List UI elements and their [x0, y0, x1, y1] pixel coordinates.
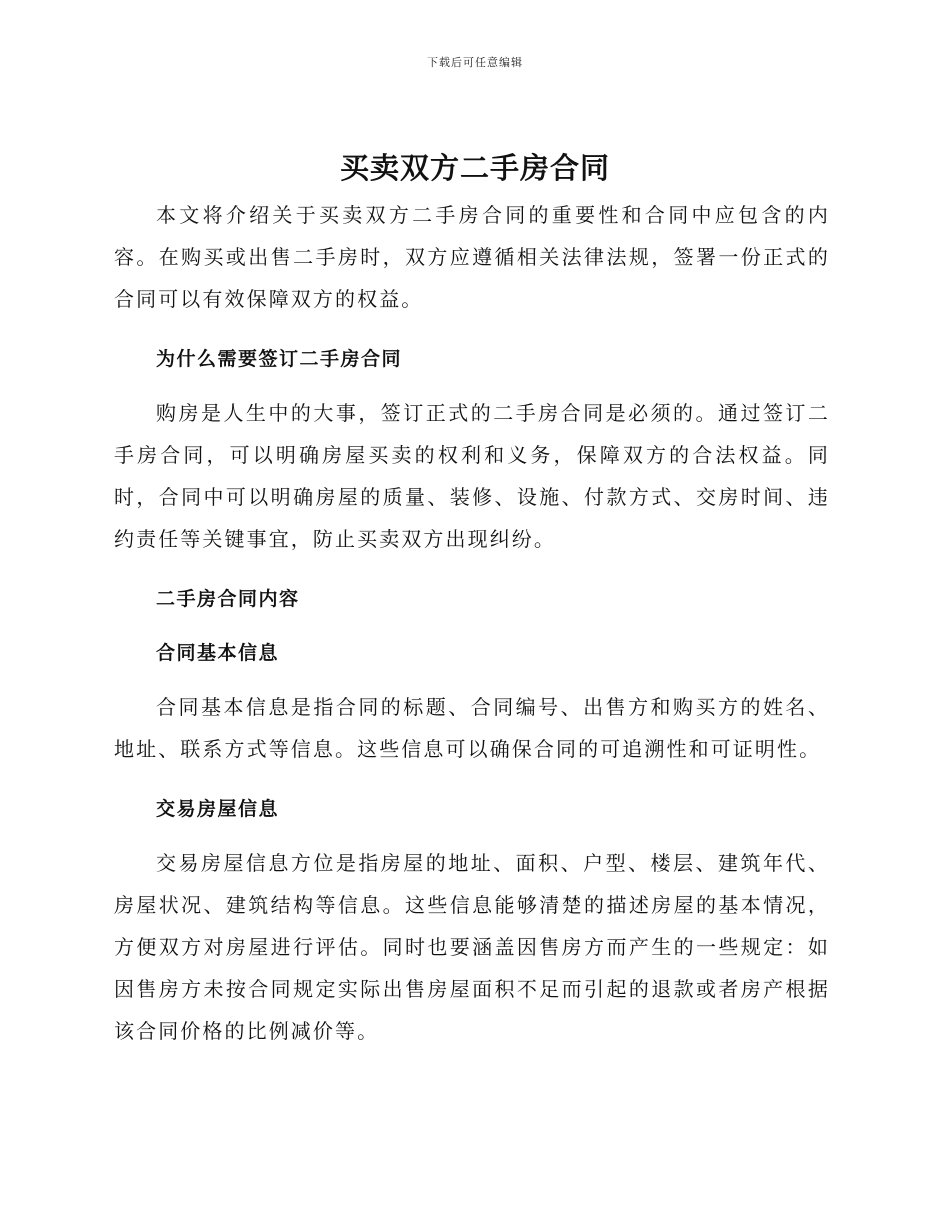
basic-info-paragraph: 合同基本信息是指合同的标题、合同编号、出售方和购买方的姓名、地址、联系方式等信息。这些信息可以确保合同的可追溯性和可证明性。: [114, 695, 830, 761]
document-title: 买卖双方二手房合同: [339, 151, 610, 185]
heading-contract-content: 二手房合同内容: [156, 588, 300, 610]
heading-house-info: 交易房屋信息: [156, 798, 280, 820]
document-body: [114, 194, 830, 1052]
header-note: 下载后可任意编辑: [427, 56, 523, 69]
heading-why-sign: 为什么需要签订二手房合同: [156, 348, 403, 370]
house-info-paragraph: 交易房屋信息方位是指房屋的地址、面积、户型、楼层、建筑年代、房屋状况、建筑结构等信息。这些信息能够清楚的描述房屋的基本情况，方便双方对房屋进行评估。同时也要涵盖因售房方而产生的一些规定：如因售房方未按合同规定实际出售房屋面积不足而引起的退款或者房产根据该合同价格的比例减价等。: [114, 851, 830, 1043]
intro-paragraph: 本文将介绍关于买卖双方二手房合同的重要性和合同中应包含的内容。在购买或出售二手房时，双方应遵循相关法律法规，签署一份正式的合同可以有效保障双方的权益。: [114, 203, 830, 311]
heading-basic-info: 合同基本信息: [156, 642, 280, 664]
why-sign-paragraph: 购房是人生中的大事，签订正式的二手房合同是必须的。通过签订二手房合同，可以明确房屋买卖的权利和义务，保障双方的合法权益。同时，合同中可以明确房屋的质量、装修、设施、付款方式、交房时间、违约责任等关键事宜，防止买卖双方出现纠纷。: [114, 401, 830, 551]
